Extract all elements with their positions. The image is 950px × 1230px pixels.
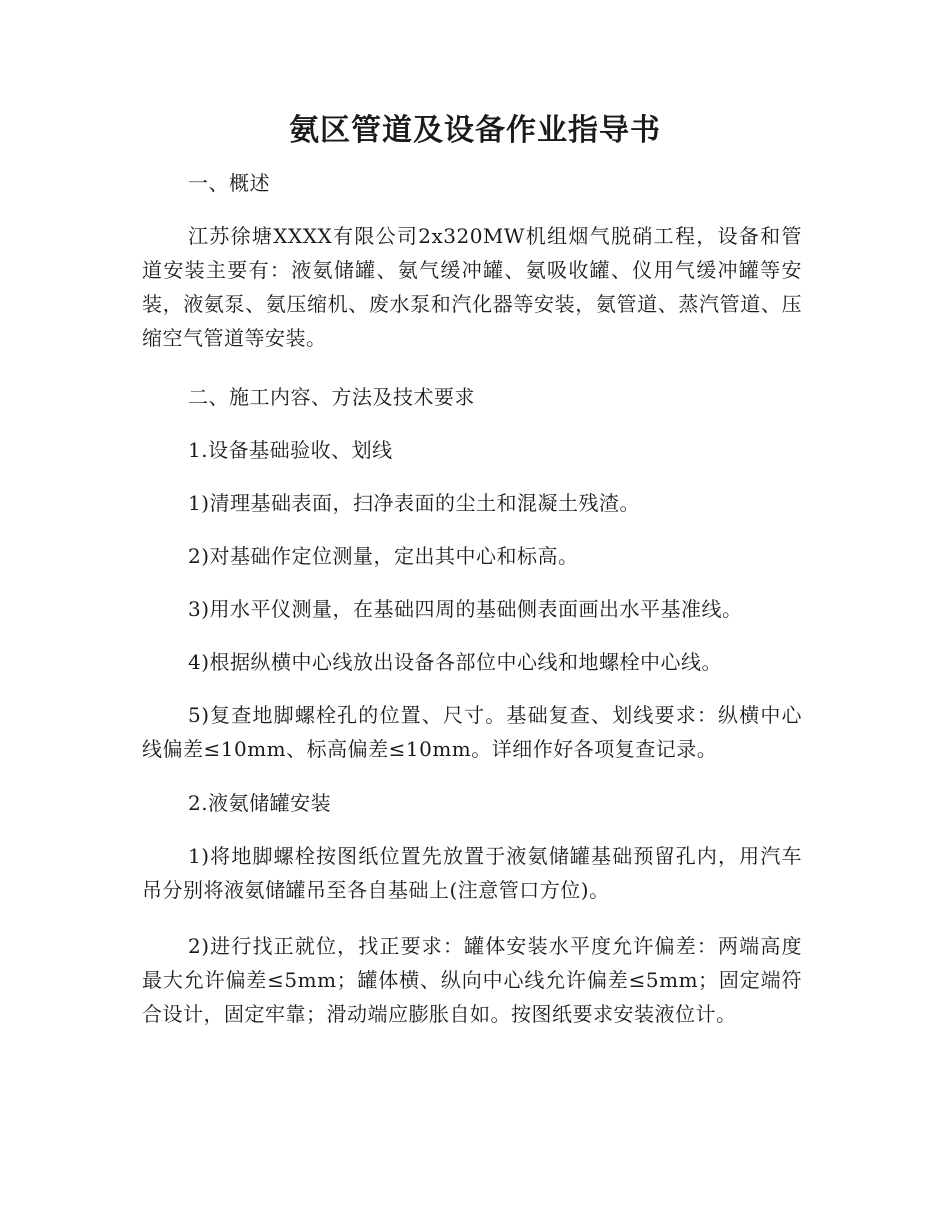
paragraph-step: 3)用水平仪测量，在基础四周的基础侧表面画出水平基准线。 bbox=[188, 597, 743, 621]
paragraph-step: 4)根据纵横中心线放出设备各部位中心线和地螺栓中心线。 bbox=[188, 650, 723, 674]
paragraph-step: 2)对基础作定位测量，定出其中心和标高。 bbox=[188, 544, 579, 568]
document-title: 氨区管道及设备作业指导书 bbox=[289, 113, 661, 148]
paragraph-step: 2)进行找正就位，找正要求：罐体安装水平度允许偏差：两端高度最大允许偏差≤5mm；罐体横、纵向中心线允许偏差≤5mm；固定端符合设计，固定牢靠；滑动端应膨胀自如。按图纸要求安装液位计。 bbox=[142, 934, 802, 1026]
subheading-foundation: 1.设备基础验收、划线 bbox=[188, 438, 393, 462]
paragraph-step: 5)复查地脚螺栓孔的位置、尺寸。基础复查、划线要求：纵横中心线偏差≤10mm、标高偏差≤10mm。详细作好各项复查记录。 bbox=[142, 703, 802, 761]
section-heading-construction: 二、施工内容、方法及技术要求 bbox=[188, 385, 475, 409]
paragraph-step: 1)将地脚螺栓按图纸位置先放置于液氨储罐基础预留孔内，用汽车吊分别将液氨储罐吊至各自基础上(注意管口方位)。 bbox=[142, 844, 802, 902]
paragraph-overview: 江苏徐塘XXXX有限公司2x320MW机组烟气脱硝工程，设备和管道安装主要有：液氨储罐、氨气缓冲罐、氨吸收罐、仪用气缓冲罐等安装，液氨泵、氨压缩机、废水泵和汽化器等安装，氨管道、蒸汽管道、压缩空气管道等安装。 bbox=[142, 224, 802, 350]
section-heading-overview: 一、概述 bbox=[188, 171, 270, 195]
paragraph-step: 1)清理基础表面，扫净表面的尘土和混凝土残渣。 bbox=[188, 491, 641, 515]
subheading-tank-installation: 2.液氨储罐安装 bbox=[188, 791, 332, 815]
